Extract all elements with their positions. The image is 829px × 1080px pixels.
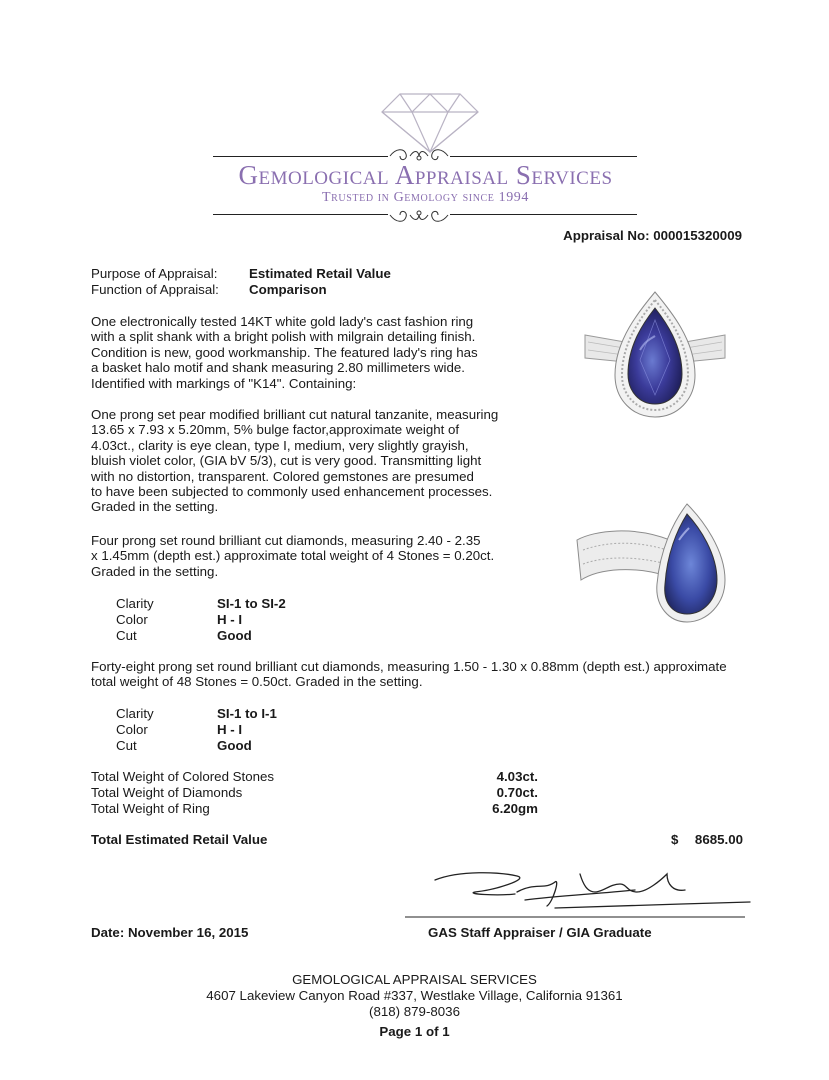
tanzanite-description: One prong set pear modified brilliant cut natural tanzanite, measuring 13.65 x 7.93 x 5.20mm, 5% bulge factor,approximate weight of 4.03ct., clarity is eye clean, type I, medium, very slightly grayish, bluish violet color, (GIA bV 5/3), cut is very good. Transmitting light with no distortion, transparent. Colored gemstones are presumed to have been subjected to commonly used enhancement processes. Graded in the setting.: [91, 407, 499, 515]
forty-eight-diamonds-description: Forty-eight prong set round brilliant cut diamonds, measuring 1.50 - 1.30 x 0.88mm (depth est.) approximate total weight of 48 Stones = 0.50ct. Graded in the setting.: [91, 659, 727, 690]
purpose-value: Estimated Retail Value: [249, 266, 391, 281]
total-colored-label: Total Weight of Colored Stones: [91, 769, 275, 784]
grade-value-clarity: SI-1 to SI-2: [217, 596, 286, 611]
footer-page-number: Page 1 of 1: [379, 1024, 450, 1039]
ring-front-image: [580, 290, 730, 420]
total-ring-value: 6.20gm: [492, 801, 538, 816]
retail-label: Total Estimated Retail Value: [91, 832, 268, 847]
grade-value-color: H - I: [217, 722, 243, 737]
header-rule-top-left: [213, 156, 388, 157]
ring-side-image: [575, 500, 740, 625]
footer-company: GEMOLOGICAL APPRAISAL SERVICES: [292, 972, 537, 987]
grade-label-color: Color: [116, 612, 148, 627]
grade-label-clarity: Clarity: [116, 596, 154, 611]
signer-title: GAS Staff Appraiser / GIA Graduate: [428, 925, 652, 940]
footer-address: 4607 Lakeview Canyon Road #337, Westlake Village, California 91361: [206, 988, 623, 1003]
function-label: Function of Appraisal:: [91, 282, 219, 297]
signature: [405, 862, 755, 922]
grade-label-clarity: Clarity: [116, 706, 154, 721]
header-tagline: Trusted in Gemology since 1994: [322, 190, 529, 205]
grade-label-color: Color: [116, 722, 148, 737]
grade-value-cut: Good: [217, 628, 252, 643]
total-ring-label: Total Weight of Ring: [91, 801, 210, 816]
grade-value-color: H - I: [217, 612, 243, 627]
retail-currency: $: [671, 832, 679, 847]
total-diamonds-label: Total Weight of Diamonds: [91, 785, 243, 800]
retail-value: 8685.00: [694, 832, 743, 847]
header-rule-bottom-right: [450, 214, 637, 215]
grade-label-cut: Cut: [116, 628, 137, 643]
header-rule-bottom-left: [213, 214, 388, 215]
total-diamonds-value: 0.70ct.: [496, 785, 538, 800]
grade-label-cut: Cut: [116, 738, 137, 753]
grade-value-cut: Good: [217, 738, 252, 753]
footer-phone: (818) 879-8036: [369, 1004, 460, 1019]
header-title: Gemological Appraisal Services: [238, 160, 613, 190]
four-diamonds-description: Four prong set round brilliant cut diamonds, measuring 2.40 - 2.35 x 1.45mm (depth est.) approximate total weight of 4 Stones = 0.20ct. Graded in the setting.: [91, 533, 495, 579]
diamond-icon: [380, 92, 480, 154]
appraisal-number: Appraisal No: 000015320009: [563, 228, 742, 243]
purpose-label: Purpose of Appraisal:: [91, 266, 218, 281]
function-value: Comparison: [249, 282, 327, 297]
flourish-ornament-bottom: [388, 205, 450, 225]
header-rule-top-right: [450, 156, 637, 157]
appraisal-date: Date: November 16, 2015: [91, 925, 249, 940]
ring-description: One electronically tested 14KT white gold lady's cast fashion ring with a split shank with a bright polish with milgrain detailing finish. Condition is new, good workmanship. The featured lady's ring has a basket halo motif and shank measuring 2.80 millimeters wide. Identified with markings of "K14". Containing:: [91, 314, 478, 391]
grade-value-clarity: SI-1 to I-1: [217, 706, 277, 721]
total-colored-value: 4.03ct.: [496, 769, 538, 784]
